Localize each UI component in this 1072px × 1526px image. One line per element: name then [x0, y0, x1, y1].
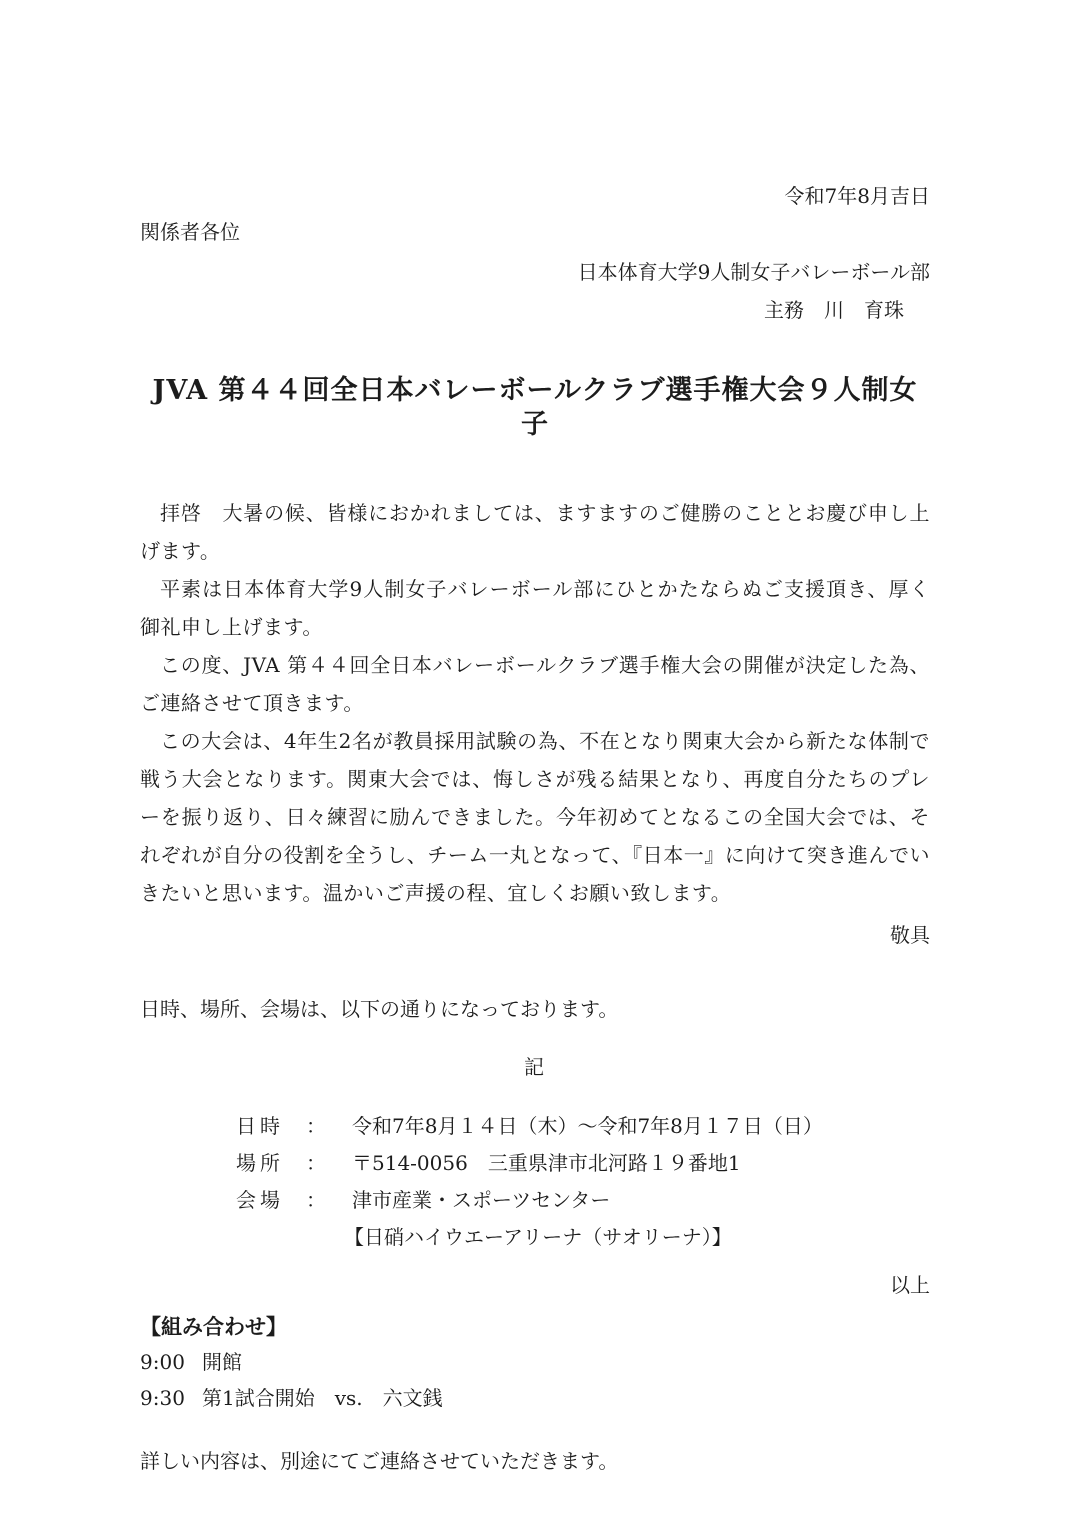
detail-row-datetime: [140, 1108, 930, 1145]
body-paragraph: 平素は日本体育大学9人制女子バレーボール部にひとかたならぬご支援頂き、厚く御礼申し上げます。: [140, 577, 930, 639]
page-title: JVA 第４４回全日本バレーボールクラブ選手権大会９人制女子: [152, 375, 918, 440]
event-details: [140, 1108, 930, 1256]
footer-note: 詳しい内容は、別途にてご連絡させていただきます。: [140, 1449, 619, 1473]
detail-label: 場所: [236, 1151, 284, 1175]
detail-value-datetime: 令和7年8月１４日（木）～令和7年8月１７日（日）: [352, 1114, 823, 1138]
notice-text: 日時、場所、会場は、以下の通りになっております。: [140, 997, 619, 1021]
detail-value-address: 〒514-0056 三重県津市北河路１９番地1: [352, 1151, 741, 1175]
detail-label: 日時: [236, 1114, 284, 1138]
end-marker: 以上: [890, 1273, 930, 1297]
letter-body: [140, 494, 930, 912]
schedule-event: 開館: [202, 1350, 242, 1374]
schedule-heading: 【組み合わせ】: [140, 1315, 287, 1339]
body-paragraph: この度、JVA 第４４回全日本バレーボールクラブ選手権大会の開催が決定した為、ご連絡させて頂きます。: [140, 653, 930, 715]
detail-colon: ：: [306, 1188, 326, 1212]
detail-row-address: [140, 1145, 930, 1182]
detail-label: 会場: [236, 1188, 284, 1212]
schedule-event: 第1試合開始 vs. 六文銭: [202, 1386, 443, 1410]
schedule-item: [140, 1344, 930, 1380]
ki-marker: 記: [524, 1055, 546, 1079]
body-paragraph: この大会は、4年生2名が教員採用試験の為、不在となり関東大会から新たな体制で戦う大会となります。関東大会では、悔しさが残る結果となり、再度自分たちのプレーを振り返り、日々練習に励んできました。今年初めてとなるこの全国大会では、それぞれが自分の役割を全うし、チーム一丸となって、『日本一』に向けて突き進んでいきたいと思います。温かいご声援の程、宜しくお願い致します。: [140, 729, 930, 905]
detail-value-venue: 津市産業・スポーツセンター: [352, 1188, 611, 1212]
sender-organization: 日本体育大学9人制女子バレーボール部: [577, 260, 930, 284]
sender-signature: 主務 川 育珠: [764, 298, 904, 322]
schedule-time: 9:00: [140, 1350, 185, 1374]
detail-colon: ：: [306, 1151, 326, 1175]
body-paragraph: 拝啓 大暑の候、皆様におかれましては、ますますのご健勝のこととお慶び申し上げます。: [140, 501, 930, 563]
venue-note: 【日硝ハイウエーアリーナ（サオリーナ）】: [344, 1225, 732, 1249]
recipient: 関係者各位: [140, 220, 240, 244]
document-date: 令和7年8月吉日: [784, 184, 930, 208]
detail-colon: ：: [306, 1114, 326, 1138]
schedule-time: 9:30: [140, 1386, 185, 1410]
closing-salutation: 敬具: [890, 923, 930, 947]
schedule-item: [140, 1380, 930, 1416]
detail-row-venue: [140, 1182, 930, 1219]
